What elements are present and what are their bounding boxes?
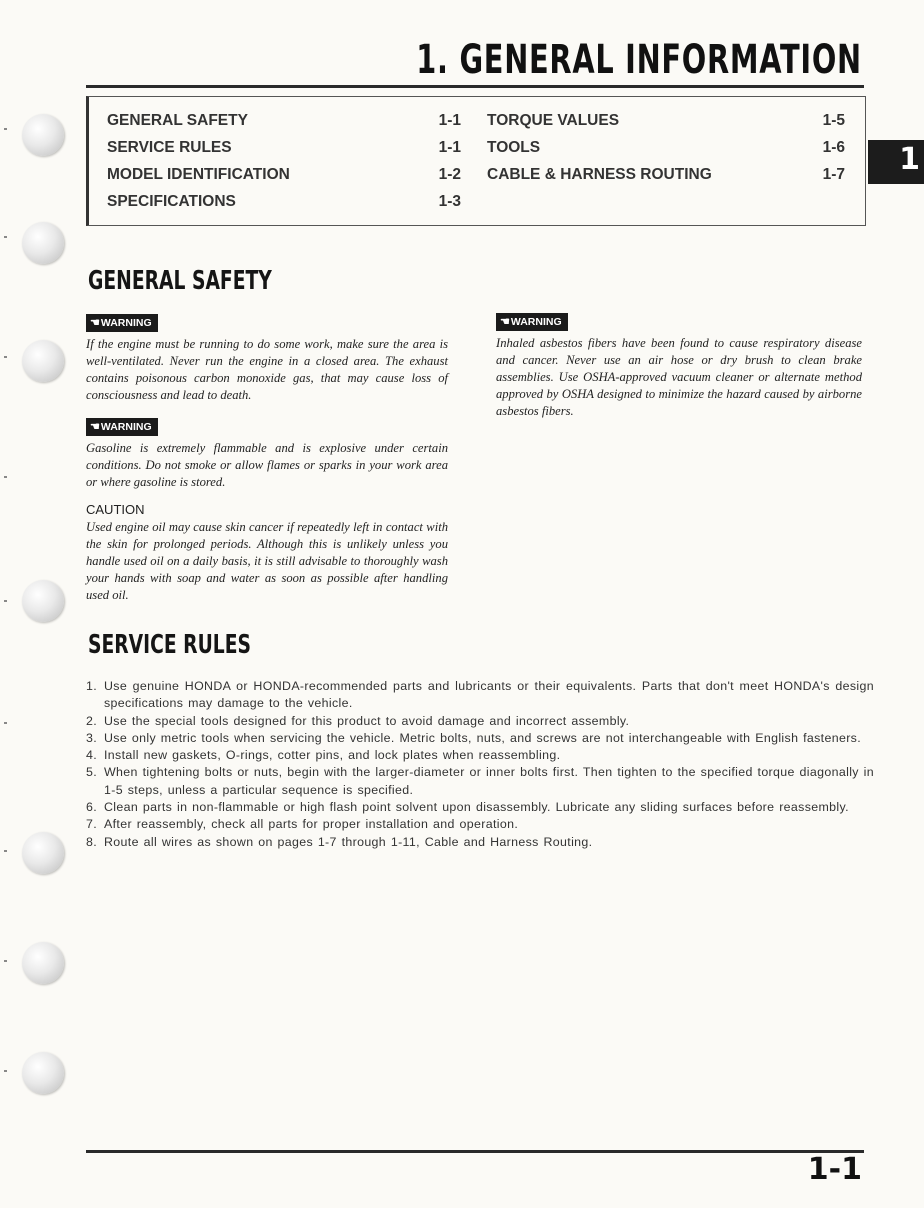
list-item: 5. When tightening bolts or nuts, begin with the larger-diameter or inner bolts first. Then tighten to the specified torque diagonally in 1-5 steps, unless a particular sequence is specified. [86, 765, 874, 797]
warning-text-engine: If the engine must be running to do some work, make sure the area is well-ventilated. Never run the engine in a closed area. The exhaust contains poisonous carbon monoxide gas, that may cause loss of consciousness and lead to death. [86, 337, 448, 402]
toc-page: 1-6 [822, 139, 845, 156]
chapter-title: 1. GENERAL INFORMATION [416, 37, 862, 83]
toc-item-model-identification[interactable]: MODEL IDENTIFICATION [107, 166, 290, 183]
toc-item-specifications[interactable]: SPECIFICATIONS [107, 193, 236, 210]
binder-hole [22, 114, 64, 156]
chapter-tab [868, 140, 924, 184]
warning-text-gasoline: Gasoline is extremely flammable and is explosive under certain conditions. Do not smoke or allow flames or sparks in your work area or where gasoline is stored. [86, 441, 448, 489]
hand-warning-icon: ☚ [500, 316, 510, 328]
scan-mark [4, 600, 7, 602]
scan-mark [4, 128, 7, 130]
page-number: 1-1 [807, 1152, 862, 1187]
hand-warning-icon: ☚ [90, 421, 100, 433]
warning-label: WARNING [100, 317, 152, 329]
toc-item-tools[interactable]: TOOLS [487, 139, 541, 156]
chapter-tab-number: 1 [899, 142, 920, 177]
toc-item-torque-values[interactable]: TORQUE VALUES [487, 112, 620, 129]
scan-mark [4, 1070, 7, 1072]
list-item: 4. Install new gaskets, O-rings, cotter pins, and lock plates when reassembling. [86, 748, 561, 763]
caution-label: CAUTION [86, 502, 145, 517]
binder-hole [22, 1052, 64, 1094]
toc-page: 1-1 [438, 112, 461, 129]
section-heading-general-safety: GENERAL SAFETY [88, 266, 272, 296]
list-item: 6. Clean parts in non-flammable or high flash point solvent upon disassembly. Lubricate any sliding surfaces before reassembly. [86, 800, 849, 815]
list-item: 7. After reassembly, check all parts for proper installation and operation. [86, 817, 519, 832]
toc-page: 1-1 [438, 139, 461, 156]
toc-item-service-rules[interactable]: SERVICE RULES [107, 139, 232, 156]
warning-badge [86, 418, 158, 436]
toc-item-general-safety[interactable]: GENERAL SAFETY [107, 112, 248, 129]
warning-badge [496, 313, 568, 331]
table-of-contents [86, 96, 866, 226]
toc-page: 1-5 [822, 112, 845, 129]
toc-page: 1-3 [438, 193, 461, 210]
toc-page: 1-7 [822, 166, 845, 183]
scan-mark [4, 850, 7, 852]
warning-text-asbestos: Inhaled asbestos fibers have been found to cause respiratory disease and cancer. Never use an air hose or dry brush to clean brake assemblies. Use OSHA-approved vacuum cleaner or alternate method approved by OSHA designed to minimize the hazard caused by airborne asbestos fibers. [496, 336, 862, 418]
toc-page: 1-2 [438, 166, 461, 183]
section-heading-service-rules: SERVICE RULES [88, 630, 252, 660]
list-item: 2. Use the special tools designed for this product to avoid damage and incorrect assembly. [86, 713, 630, 728]
scan-mark [4, 722, 7, 724]
binder-hole [22, 942, 64, 984]
toc-item-cable-harness-routing[interactable]: CABLE & HARNESS ROUTING [487, 166, 712, 183]
service-rules-list [86, 678, 874, 851]
scan-mark [4, 236, 7, 238]
scan-mark [4, 960, 7, 962]
list-item: 3. Use only metric tools when servicing the vehicle. Metric bolts, nuts, and screws are not interchangeable with English fasteners. [86, 730, 862, 745]
title-rule [86, 85, 864, 88]
caution-text-engine-oil: Used engine oil may cause skin cancer if repeatedly left in contact with the skin for prolonged periods. Although this is unlikely unless you handle used oil on a daily basis, it is still advisable to thoroughly wash your hands with soap and water as soon as possible after handling used oil. [86, 520, 448, 602]
binder-hole [22, 222, 64, 264]
list-item: 1. Use genuine HONDA or HONDA-recommended parts and lubricants or their equivalents. Parts that don't meet HONDA's design specifications may damage to the vehicle. [86, 679, 874, 711]
binder-hole [22, 580, 64, 622]
binder-hole [22, 832, 64, 874]
binder-hole [22, 340, 64, 382]
list-item: 8. Route all wires as shown on pages 1-7 through 1-11, Cable and Harness Routing. [86, 834, 593, 849]
hand-warning-icon: ☚ [90, 317, 100, 329]
scan-mark [4, 476, 7, 478]
scan-mark [4, 356, 7, 358]
footer-rule [86, 1150, 864, 1153]
warning-label: WARNING [100, 421, 152, 433]
warning-label: WARNING [510, 316, 562, 328]
warning-badge [86, 314, 158, 332]
